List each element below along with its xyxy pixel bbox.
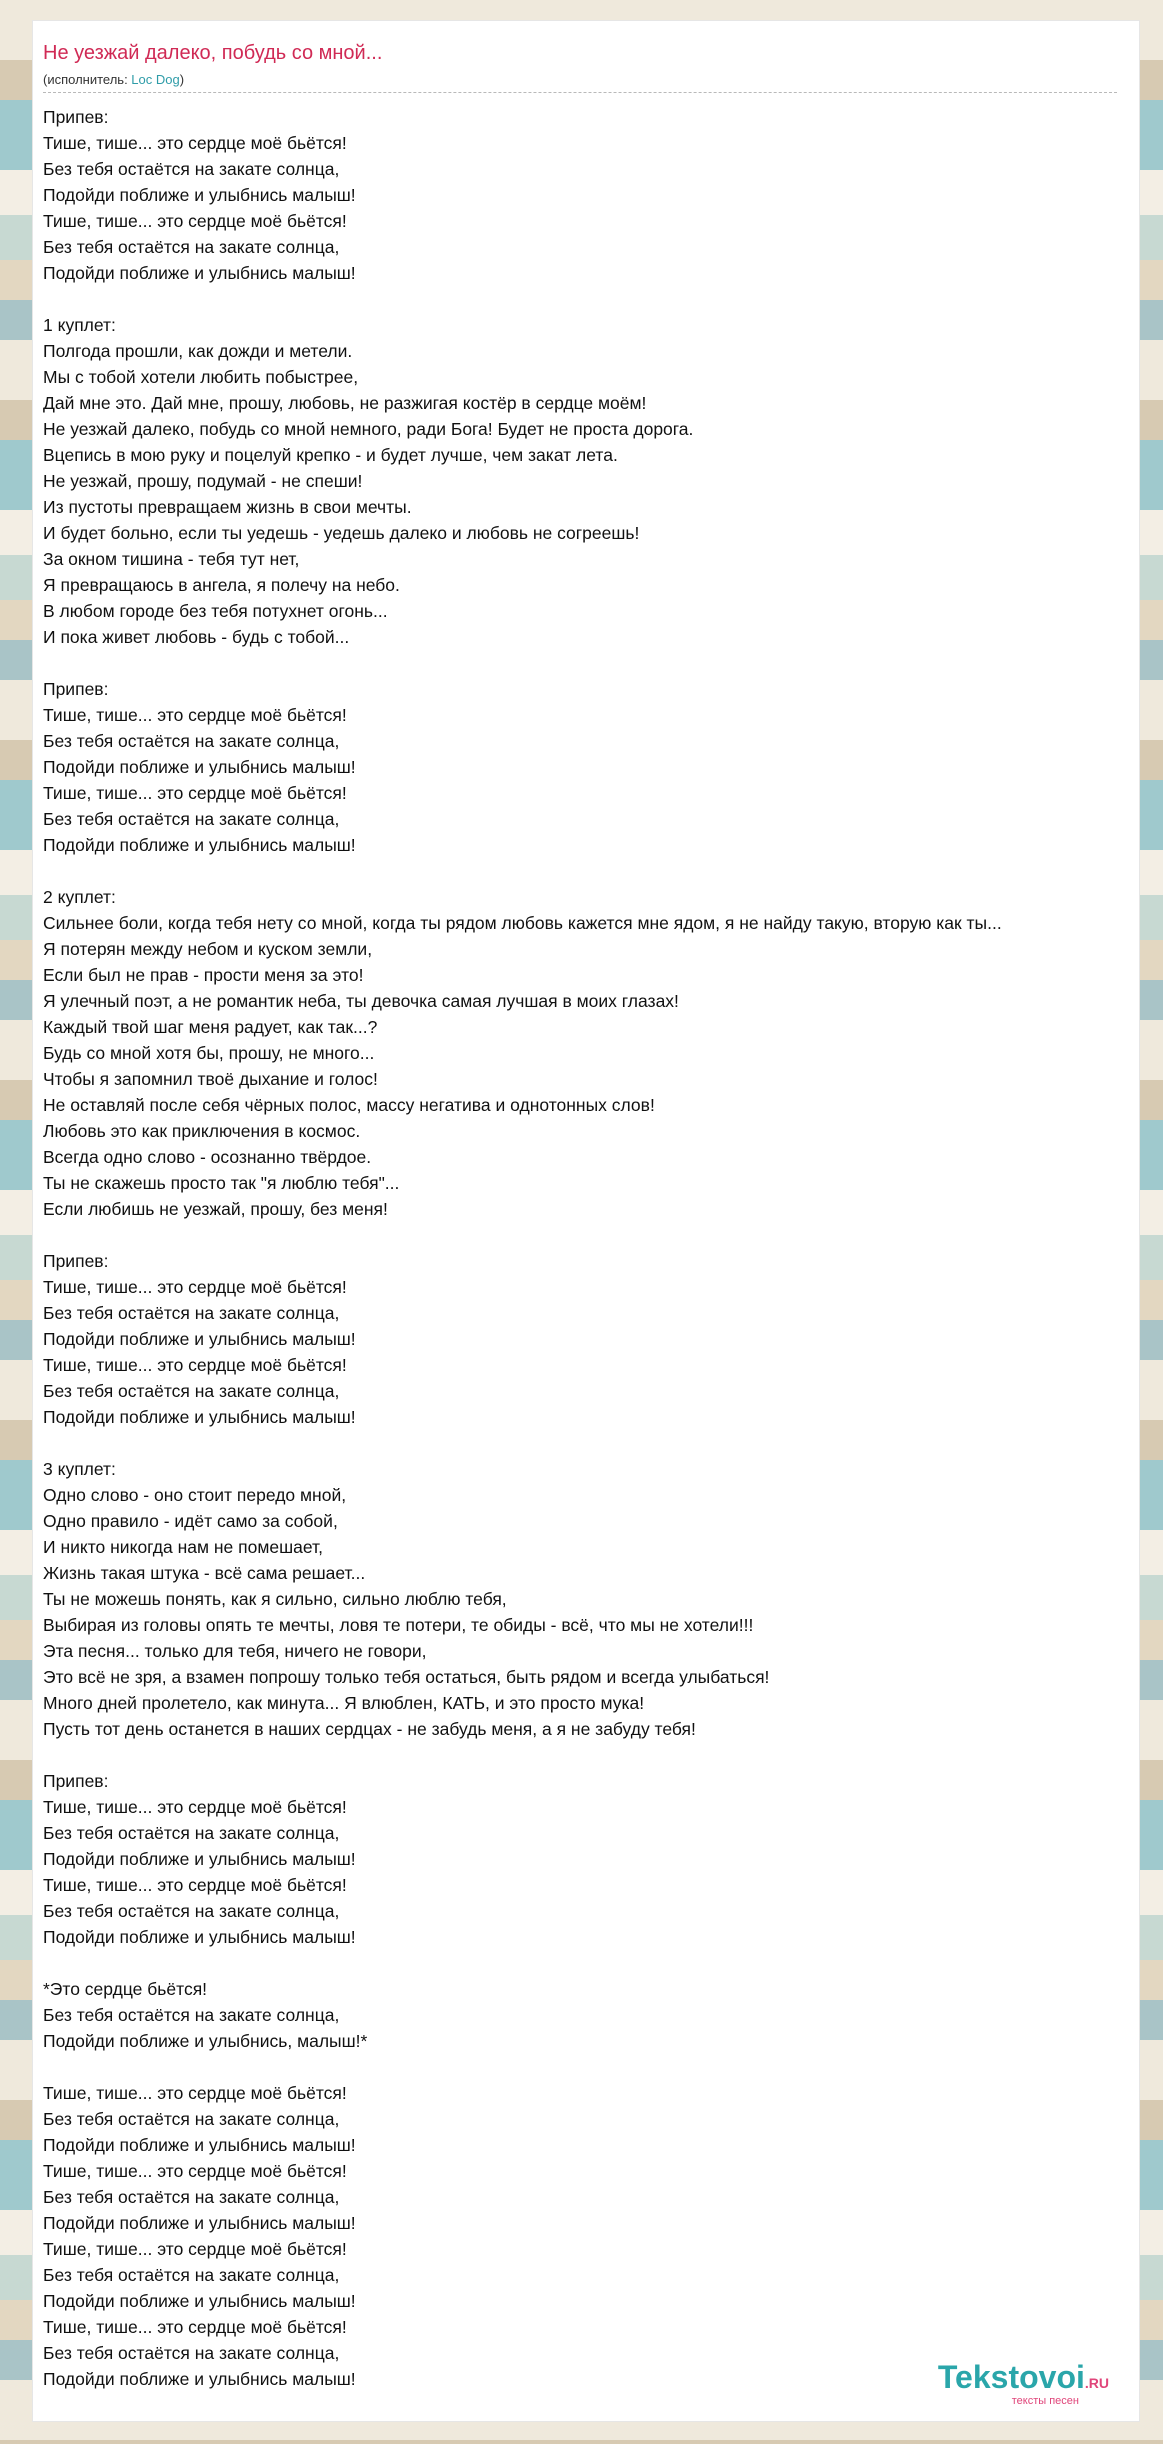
lyrics-line: Будь со мной хотя бы, прошу, не много... xyxy=(43,1043,375,1063)
lyrics-line: Тише, тише... это сердце моё бьётся! xyxy=(43,1875,347,1895)
lyrics-line: 3 куплет: xyxy=(43,1459,116,1479)
lyrics-line: Без тебя остаётся на закате солнца, xyxy=(43,2343,340,2363)
lyrics-blank-line xyxy=(43,1430,1140,1456)
lyrics-line: Подойди поближе и улыбнись малыш! xyxy=(43,263,356,283)
lyrics-line: Ты не можешь понять, как я сильно, сильно люблю тебя, xyxy=(43,1589,507,1609)
lyrics-line: Подойди поближе и улыбнись малыш! xyxy=(43,1927,356,1947)
lyrics-line: Подойди поближе и улыбнись малыш! xyxy=(43,2213,356,2233)
lyrics-line: Без тебя остаётся на закате солнца, xyxy=(43,159,340,179)
logo-tagline: тексты песен xyxy=(1011,2395,1079,2407)
title-divider xyxy=(43,92,1117,93)
lyrics-line: Без тебя остаётся на закате солнца, xyxy=(43,809,340,829)
lyrics-card xyxy=(32,20,1140,2422)
artist-prefix: (исполнитель: xyxy=(43,72,132,87)
lyrics-line: Каждый твой шаг меня радует, как так...? xyxy=(43,1017,378,1037)
lyrics-line: Тише, тише... это сердце моё бьётся! xyxy=(43,783,347,803)
lyrics-line: Из пустоты превращаем жизнь в свои мечты. xyxy=(43,497,412,517)
lyrics-line: Подойди поближе и улыбнись малыш! xyxy=(43,1849,356,1869)
lyrics-line: Тише, тише... это сердце моё бьётся! xyxy=(43,2317,347,2337)
artist-suffix: ) xyxy=(179,72,185,87)
lyrics-line: Тише, тише... это сердце моё бьётся! xyxy=(43,1797,347,1817)
lyrics-line: И никто никогда нам не помешает, xyxy=(43,1537,323,1557)
lyrics-line: Сильнее боли, когда тебя нету со мной, когда ты рядом любовь кажется мне ядом, я не найду такую, вторую как ты... xyxy=(43,913,1002,933)
lyrics-blank-line xyxy=(43,1742,1140,1768)
lyrics-line: Подойди поближе и улыбнись малыш! xyxy=(43,2135,356,2155)
site-logo[interactable] xyxy=(938,2360,1109,2407)
lyrics-line: За окном тишина - тебя тут нет, xyxy=(43,549,300,569)
lyrics-line: Одно правило - идёт само за собой, xyxy=(43,1511,338,1531)
lyrics-line: Подойди поближе и улыбнись малыш! xyxy=(43,835,356,855)
lyrics-line: 2 куплет: xyxy=(43,887,116,907)
lyrics-line: Без тебя остаётся на закате солнца, xyxy=(43,237,340,257)
lyrics-blank-line xyxy=(43,2054,1140,2080)
lyrics-line: Тише, тише... это сердце моё бьётся! xyxy=(43,1355,347,1375)
lyrics-line: Если был не прав - прости меня за это! xyxy=(43,965,364,985)
lyrics-line: Тише, тише... это сердце моё бьётся! xyxy=(43,1277,347,1297)
lyrics-line: Без тебя остаётся на закате солнца, xyxy=(43,1901,340,1921)
lyrics-blank-line xyxy=(43,1222,1140,1248)
lyrics-blank-line xyxy=(43,286,1140,312)
lyrics-line: Тише, тише... это сердце моё бьётся! xyxy=(43,2083,347,2103)
lyrics-line: Одно слово - оно стоит передо мной, xyxy=(43,1485,347,1505)
lyrics-blank-line xyxy=(43,858,1140,884)
lyrics-line: Без тебя остаётся на закате солнца, xyxy=(43,2109,340,2129)
lyrics-line: Любовь это как приключения в космос. xyxy=(43,1121,361,1141)
lyrics-line: Выбирая из головы опять те мечты, ловя те потери, те обиды - всё, что мы не хотели!!! xyxy=(43,1615,754,1635)
lyrics-line: Ты не скажешь просто так "я люблю тебя"... xyxy=(43,1173,400,1193)
lyrics-line: Жизнь такая штука - всё сама решает... xyxy=(43,1563,366,1583)
lyrics-line: Эта песня... только для тебя, ничего не говори, xyxy=(43,1641,427,1661)
lyrics-line: Если любишь не уезжай, прошу, без меня! xyxy=(43,1199,388,1219)
lyrics-line: Чтобы я запомнил твоё дыхание и голос! xyxy=(43,1069,378,1089)
logo-name: Tekstovoi xyxy=(937,2359,1085,2395)
lyrics-line: Вцепись в мою руку и поцелуй крепко - и будет лучше, чем закат лета. xyxy=(43,445,618,465)
lyrics-line: Подойди поближе и улыбнись малыш! xyxy=(43,2291,356,2311)
lyrics-line: Мы с тобой хотели любить побыстрее, xyxy=(43,367,359,387)
lyrics-line: Без тебя остаётся на закате солнца, xyxy=(43,1823,340,1843)
lyrics-blank-line xyxy=(43,650,1140,676)
lyrics-line: Я превращаюсь в ангела, я полечу на небо. xyxy=(43,575,400,595)
artist-line xyxy=(43,72,184,88)
lyrics-line: Без тебя остаётся на закате солнца, xyxy=(43,1381,340,1401)
song-title: Не уезжай далеко, побудь со мной... xyxy=(43,42,383,64)
logo-wordmark xyxy=(938,2360,1109,2400)
lyrics-line: 1 куплет: xyxy=(43,315,116,335)
lyrics-line: Я улечный поэт, а не романтик неба, ты девочка самая лучшая в моих глазах! xyxy=(43,991,679,1011)
lyrics-text xyxy=(43,104,1140,2392)
lyrics-line: Без тебя остаётся на закате солнца, xyxy=(43,731,340,751)
lyrics-line: Не оставляй после себя чёрных полос, массу негатива и однотонных слов! xyxy=(43,1095,655,1115)
lyrics-line: Подойди поближе и улыбнись малыш! xyxy=(43,757,356,777)
lyrics-line: И пока живет любовь - будь с тобой... xyxy=(43,627,350,647)
lyrics-line: Подойди поближе и улыбнись малыш! xyxy=(43,1407,356,1427)
lyrics-line: Полгода прошли, как дожди и метели. xyxy=(43,341,353,361)
lyrics-line: Пусть тот день останется в наших сердцах - не забудь меня, а я не забуду тебя! xyxy=(43,1719,696,1739)
lyrics-line: Тише, тише... это сердце моё бьётся! xyxy=(43,133,347,153)
lyrics-line: И будет больно, если ты уедешь - уедешь далеко и любовь не согреешь! xyxy=(43,523,640,543)
lyrics-line: Тише, тише... это сердце моё бьётся! xyxy=(43,2161,347,2181)
lyrics-line: Припев: xyxy=(43,1251,109,1271)
lyrics-line: В любом городе без тебя потухнет огонь... xyxy=(43,601,388,621)
lyrics-line: Припев: xyxy=(43,679,109,699)
lyrics-line: Я потерян между небом и куском земли, xyxy=(43,939,373,959)
lyrics-line: *Это сердце бьётся! xyxy=(43,1979,208,1999)
logo-tld: .RU xyxy=(1084,2375,1109,2391)
lyrics-blank-line xyxy=(43,1950,1140,1976)
lyrics-line: Тише, тише... это сердце моё бьётся! xyxy=(43,211,347,231)
lyrics-line: Подойди поближе и улыбнись, малыш!* xyxy=(43,2031,368,2051)
lyrics-line: Подойди поближе и улыбнись малыш! xyxy=(43,185,356,205)
lyrics-line: Без тебя остаётся на закате солнца, xyxy=(43,2265,340,2285)
lyrics-line: Припев: xyxy=(43,1771,109,1791)
artist-link[interactable]: Loc Dog xyxy=(131,72,180,87)
lyrics-line: Много дней пролетело, как минута... Я влюблен, КАТЬ, и это просто мука! xyxy=(43,1693,645,1713)
lyrics-line: Тише, тише... это сердце моё бьётся! xyxy=(43,2239,347,2259)
lyrics-line: Подойди поближе и улыбнись малыш! xyxy=(43,1329,356,1349)
lyrics-line: Не уезжай далеко, побудь со мной немного, ради Бога! Будет не проста дорога. xyxy=(43,419,694,439)
lyrics-line: Подойди поближе и улыбнись малыш! xyxy=(43,2369,356,2389)
lyrics-line: Дай мне это. Дай мне, прошу, любовь, не разжигая костёр в сердце моём! xyxy=(43,393,647,413)
lyrics-line: Без тебя остаётся на закате солнца, xyxy=(43,2187,340,2207)
lyrics-line: Это всё не зря, а взамен попрошу только тебя остаться, быть рядом и всегда улыбаться! xyxy=(43,1667,770,1687)
lyrics-line: Не уезжай, прошу, подумай - не спеши! xyxy=(43,471,363,491)
lyrics-line: Всегда одно слово - осознанно твёрдое. xyxy=(43,1147,372,1167)
lyrics-line: Без тебя остаётся на закате солнца, xyxy=(43,1303,340,1323)
lyrics-line: Тише, тише... это сердце моё бьётся! xyxy=(43,705,347,725)
lyrics-line: Припев: xyxy=(43,107,109,127)
lyrics-line: Без тебя остаётся на закате солнца, xyxy=(43,2005,340,2025)
